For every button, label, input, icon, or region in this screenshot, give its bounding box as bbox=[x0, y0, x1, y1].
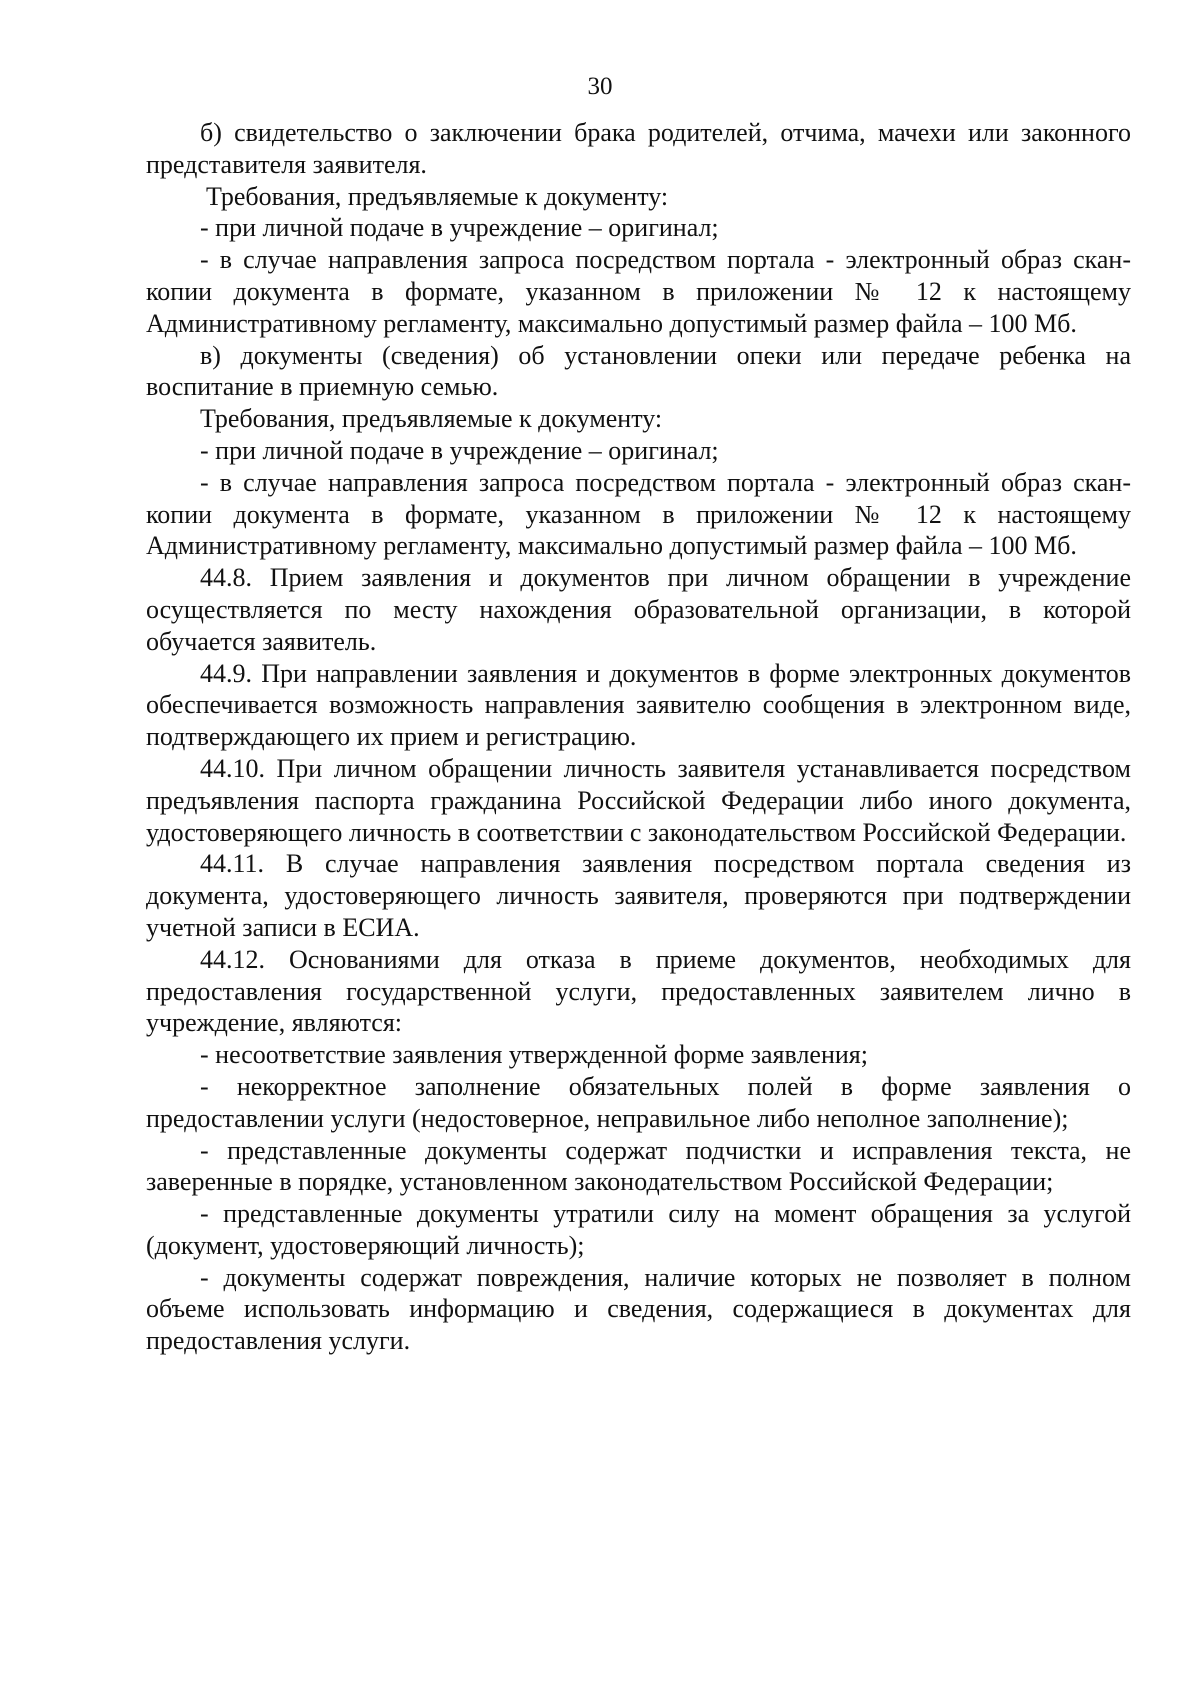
paragraph-requirements-heading: Требования, предъявляемые к документу: bbox=[206, 181, 669, 211]
page-number: 30 bbox=[587, 73, 613, 100]
paragraph-44-12: 44.12. Основаниями для отказа в приеме документов, необходимых для предоставления государственной услуги, предоставленных заявителем лично в учреждение, являются: bbox=[146, 944, 1131, 1038]
list-item-expired-documents: - представленные документы утратили силу на момент обращения за услугой (документ, удостоверяющий личность); bbox=[146, 1199, 1131, 1260]
paragraph-personal-submission-original-2: - при личной подаче в учреждение – оригинал; bbox=[200, 435, 719, 465]
list-item-incorrect-fields: - некорректное заполнение обязательных полей в форме заявления о предоставлении услуги (недостоверное, неправильное либо неполное заполнение); bbox=[146, 1071, 1131, 1133]
paragraph-b-marriage-certificate: б) свидетельство о заключении брака родителей, отчима, мачехи или законного представителя заявителя. bbox=[146, 118, 1131, 179]
list-item-damaged-documents: - документы содержат повреждения, наличие которых не позволяет в полном объеме использовать информацию и сведения, содержащиеся в документах для предоставления услуги. bbox=[146, 1262, 1131, 1356]
paragraph-portal-scan-copy-2: - в случае направления запроса посредством портала - электронный образ скан-копии документа в формате, указанном в приложении № 12 к настоящему Административному регламенту, максимально допустимый размер файла – 100 Мб. bbox=[146, 467, 1131, 561]
paragraph-requirements-heading-2: Требования, предъявляемые к документу: bbox=[200, 404, 663, 434]
list-item-form-mismatch: - несоответствие заявления утвержденной форме заявления; bbox=[200, 1040, 868, 1070]
paragraph-44-9: 44.9. При направлении заявления и документов в форме электронных документов обеспечивается возможность направления заявителю сообщения в электронном виде, подтверждающего их прием и регистрацию. bbox=[146, 658, 1131, 752]
list-item-erasures-corrections: - представленные документы содержат подчистки и исправления текста, не заверенные в порядке, установленном законодательством Российской Федерации; bbox=[146, 1135, 1131, 1197]
paragraph-v-guardianship-documents: в) документы (сведения) об установлении опеки или передаче ребенка на воспитание в приемную семью. bbox=[146, 340, 1131, 402]
paragraph-44-10: 44.10. При личном обращении личность заявителя устанавливается посредством предъявления паспорта гражданина Российской Федерации либо иного документа, удостоверяющего личность в соответствии с законодательством Российской Федерации. bbox=[146, 753, 1131, 847]
paragraph-personal-submission-original: - при личной подаче в учреждение – оригинал; bbox=[200, 213, 719, 243]
document-body bbox=[146, 117, 1131, 1357]
paragraph-44-11: 44.11. В случае направления заявления посредством портала сведения из документа, удостоверяющего личность заявителя, проверяются при подтверждении учетной записи в ЕСИА. bbox=[146, 849, 1131, 942]
paragraph-portal-scan-copy: - в случае направления запроса посредством портала - электронный образ скан-копии документа в формате, указанном в приложении № 12 к настоящему Административному регламенту, максимально допустимый размер файла – 100 Мб. bbox=[146, 245, 1131, 338]
paragraph-44-8: 44.8. Прием заявления и документов при личном обращении в учреждение осуществляется по месту нахождения образовательной организации, в которой обучается заявитель. bbox=[146, 563, 1131, 656]
